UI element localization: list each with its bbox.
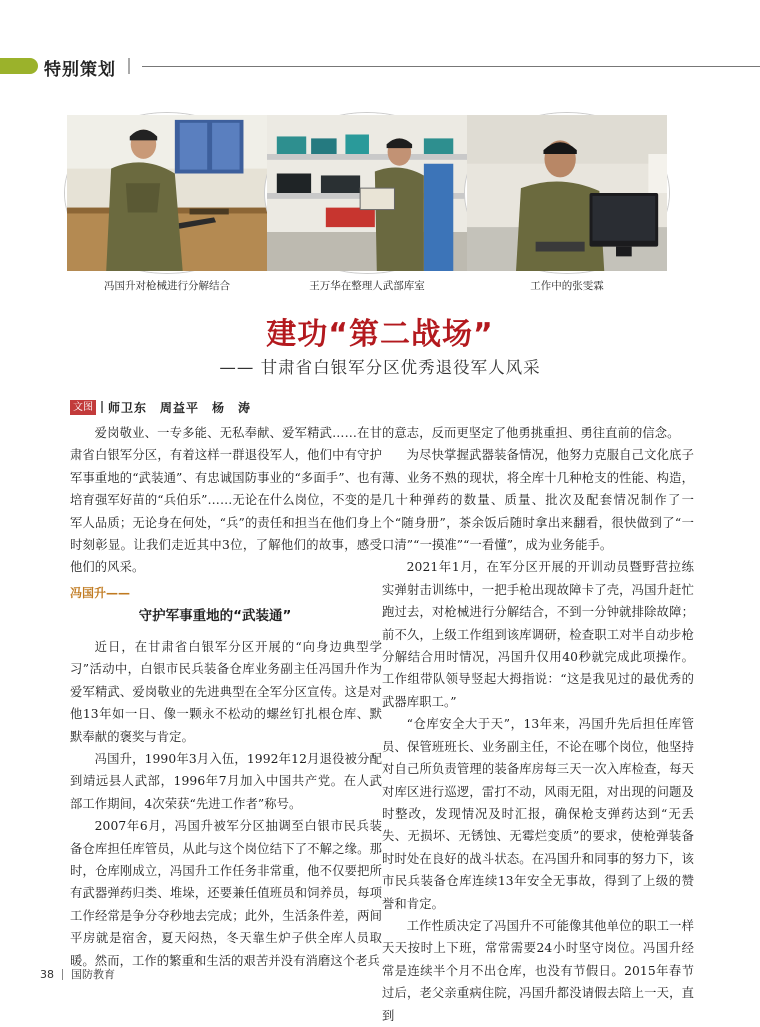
body-paragraph: 2007年6月，冯国升被军分区抽调至白银市民兵装备仓库担任库管员，从此与这个岗位结下了不解之缘。那时，仓库刚成立，冯国升工作任务非常重，他不仅要把所有武器弹药归类、堆垛，还要兼任值班员和饲养员，每项工作经常是争分夺秒地去完成；此外，生活条件差，两间平房就是宿舍，夏天闷热，冬天靠生炉子供全库人员取暖。然而，工作的繁重和生活的艰苦并没有消磨这个老兵 [70, 819, 382, 968]
body-paragraph: “仓库安全大于天”，13年来，冯国升先后担任库管员、保管班班长、业务副主任，不论在哪个岗位，他坚持对自己所负责管理的装备库房每三天一次入库检查，每天对库区进行巡逻，雷打不动，风雨无阻，对出现的问题及时整改，发现情况及时汇报，确保枪支弹药达到“无丢失、无损坏、无锈蚀、无霉烂变质”的要求，使枪弹装备时时处在良好的战斗状态。在冯国升和同事的努力下，该市民兵装备仓库连续13年安全无事故，得到了上级的赞誉和肯定。 [382, 717, 694, 911]
body-paragraph: 的意志，反而更坚定了他勇挑重担、勇往直前的信念。 [382, 426, 680, 440]
section-label: 特别策划 [44, 60, 116, 80]
body-paragraph: 为尽快掌握武器装备情况，他努力克服自己文化底子薄、业务不熟的现状，将全库十几种枪支的性能、构造，几十种弹药的数量、质量、批次及配套情况制作了一个“随身册”，茶余饭后随时拿出来翻看，很快做到了“一口清”“一摸准”“一看懂”，成为业务能手。 [382, 448, 694, 553]
photo-caption: 工作中的张雯霖 [530, 280, 604, 292]
left-column [70, 422, 382, 579]
article-subtitle: —— 甘肃省白银军分区优秀退役军人风采 [219, 358, 541, 377]
section-person-name: 冯国升—— [70, 586, 131, 600]
photo-feng-guosheng [65, 113, 269, 273]
section-heading: 守护军事重地的“武装通” [138, 608, 292, 624]
footer-divider [62, 969, 63, 980]
intro-paragraph: 爱岗敬业、一专多能、无私奉献、爱军精武……在甘肃省白银军分区，有着这样一群退役军人，他们中有守护军事重地的“武装通”、有忠诚国防事业的“多面手”、也有培育强军好苗的“兵伯乐”……无论在什么岗位，不变的是军人品质；无论身在何处，“兵”的责任和担当在他们身上时刻彰显。让我们走近其中3位，了解他们的故事，感受他们的风采。 [70, 426, 382, 575]
article-title: 建功“第二战场” [266, 317, 494, 352]
header-divider [128, 58, 130, 74]
section-color-tab [0, 58, 38, 74]
byline-authors: 师卫东 周益平 杨 涛 [108, 400, 252, 415]
header-rule [142, 66, 760, 67]
page-footer [40, 966, 115, 982]
photo-wang-wanhua [265, 113, 469, 273]
left-column-body [70, 636, 382, 972]
photo-caption: 冯国升对枪械进行分解结合 [104, 280, 230, 292]
byline-tag: 文图 [70, 400, 96, 415]
body-paragraph: 近日，在甘肃省白银军分区开展的“向身边典型学习”活动中，白银市民兵装备仓库业务副主任冯国升作为爱军精武、爱岗敬业的先进典型在全军分区宣传。这是对他13年如一日、像一颗永不松动的螺丝钉扎根仓库、默默奉献的褒奖与肯定。 [70, 640, 382, 744]
body-paragraph: 冯国升，1990年3月入伍，1992年12月退役被分配到靖远县人武部，1996年7月加入中国共产党。在人武部工作期间，4次荣获“先进工作者”称号。 [70, 752, 382, 811]
body-paragraph: 工作性质决定了冯国升不可能像其他单位的职工一样天天按时上下班，常常需要24小时坚守岗位。冯国升经常是连续半个月不出仓库，也没有节假日。2015年春节过后，老父亲重病住院，冯国升都没请假去陪上一天，直到 [382, 918, 694, 1023]
right-column [382, 422, 694, 1027]
page-number: 38 [40, 967, 54, 981]
photo-zhang-wenlin [465, 113, 669, 273]
byline-divider [101, 401, 103, 413]
byline [70, 399, 251, 415]
photo-caption: 王万华在整理人武部库室 [309, 280, 425, 292]
body-paragraph: 2021年1月，在军分区开展的开训动员暨野营拉练实弹射击训练中，一把手枪出现故障卡了壳，冯国升赶忙跑过去，对枪械进行分解结合，不到一分钟就排除故障；前不久，上级工作组到该库调研，检查职工对半自动步枪分解结合用时情况，冯国升仅用40秒就完成此项操作。工作组带队领导竖起大拇指说：“这是我见过的最优秀的武器库职工。” [382, 560, 694, 709]
magazine-name: 国防教育 [71, 968, 115, 981]
